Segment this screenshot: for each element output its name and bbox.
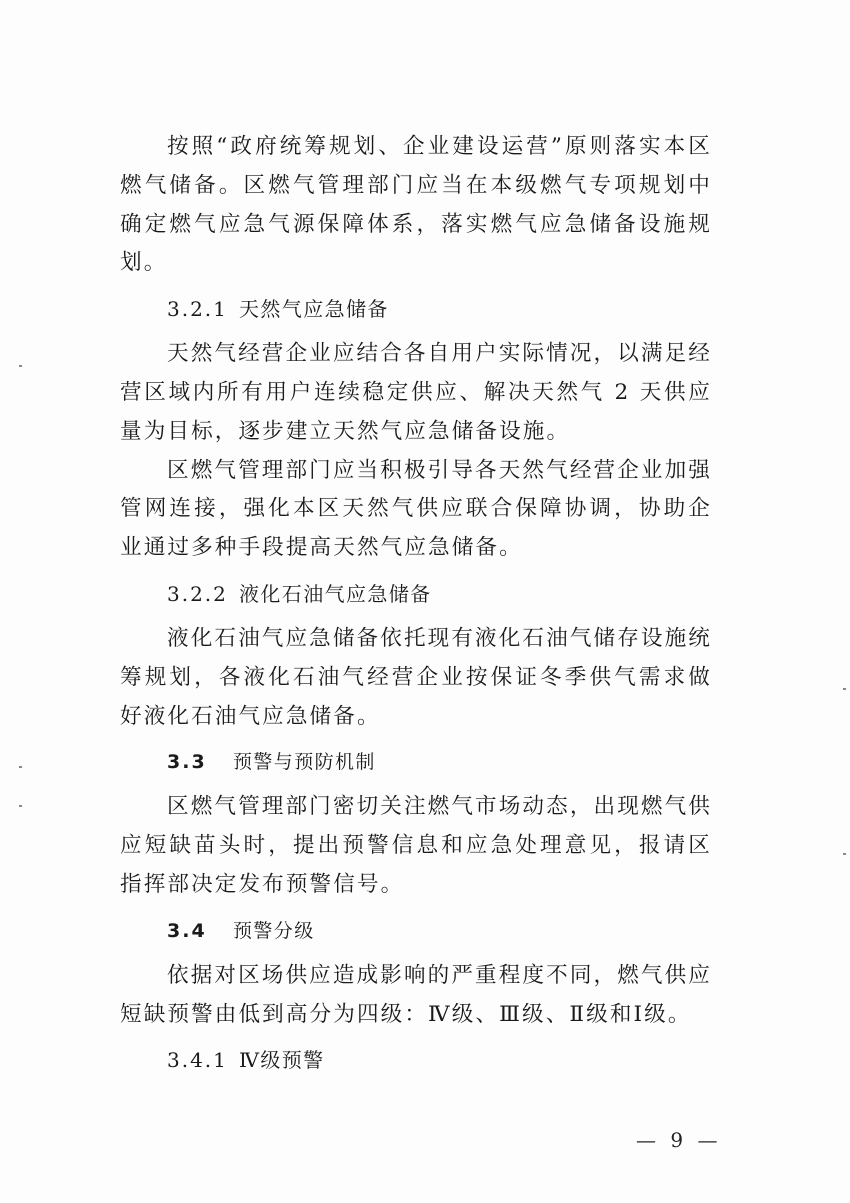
- section-number: 3.2.2: [167, 581, 228, 606]
- section-number: 3.3: [167, 751, 207, 774]
- page-number: — 9 —: [636, 1128, 722, 1152]
- section-heading-3-4-1: [120, 1040, 712, 1080]
- paragraph-warning-levels: 依据对区场供应造成影响的严重程度不同，燃气供应短缺预警由低到高分为四级：Ⅳ级、Ⅲ级、Ⅱ级和Ⅰ级。: [120, 962, 712, 1027]
- section-heading-3-2-2: [120, 574, 712, 614]
- paragraph-lpg-reserve: 液化石油气应急储备依托现有液化石油气储存设施统筹规划，各液化石油气经营企业按保证冬季供气需求做好液化石油气应急储备。: [120, 625, 712, 729]
- section-number: 3.4: [167, 919, 207, 942]
- paragraph-early-warning: 区燃气管理部门密切关注燃气市场动态，出现燃气供应短缺苗头时，提出预警信息和应急处理意见，报请区指挥部决定发布预警信号。: [120, 794, 712, 897]
- scan-artifact: [19, 805, 22, 807]
- section-title: 预警与预防机制: [233, 751, 376, 774]
- paragraph-gas-department-guidance: 区燃气管理部门应当积极引导各天然气经营企业加强管网连接，强化本区天然气供应联合保障协调，协助企业通过多种手段提高天然气应急储备。: [120, 457, 712, 561]
- scan-artifact: [19, 766, 22, 768]
- section-heading-3-2-1: [120, 289, 712, 329]
- section-title: 预警分级: [233, 919, 315, 942]
- scan-artifact: [19, 365, 22, 367]
- section-number: 3.4.1: [167, 1048, 228, 1073]
- section-heading-3-4: [120, 911, 712, 951]
- section-title: 液化石油气应急储备: [239, 581, 432, 606]
- section-title: 天然气应急储备: [239, 297, 389, 322]
- section-heading-3-3: [120, 742, 712, 782]
- body-text: [120, 128, 712, 1086]
- section-title: Ⅳ级预警: [239, 1048, 325, 1073]
- scan-artifact: [843, 853, 846, 855]
- section-number: 3.2.1: [167, 297, 228, 322]
- paragraph-natural-gas-enterprises: 天然气经营企业应结合各自用户实际情况，以满足经营区域内所有用户连续稳定供应、解决天然气 2 天供应量为目标，逐步建立天然气应急储备设施。: [120, 341, 712, 444]
- paragraph-gas-reserve-principle: 按照“政府统筹规划、企业建设运营”原则落实本区燃气储备。区燃气管理部门应当在本级燃气专项规划中确定燃气应急气源保障体系，落实燃气应急储备设施规划。: [120, 134, 712, 276]
- scan-artifact: [843, 688, 846, 690]
